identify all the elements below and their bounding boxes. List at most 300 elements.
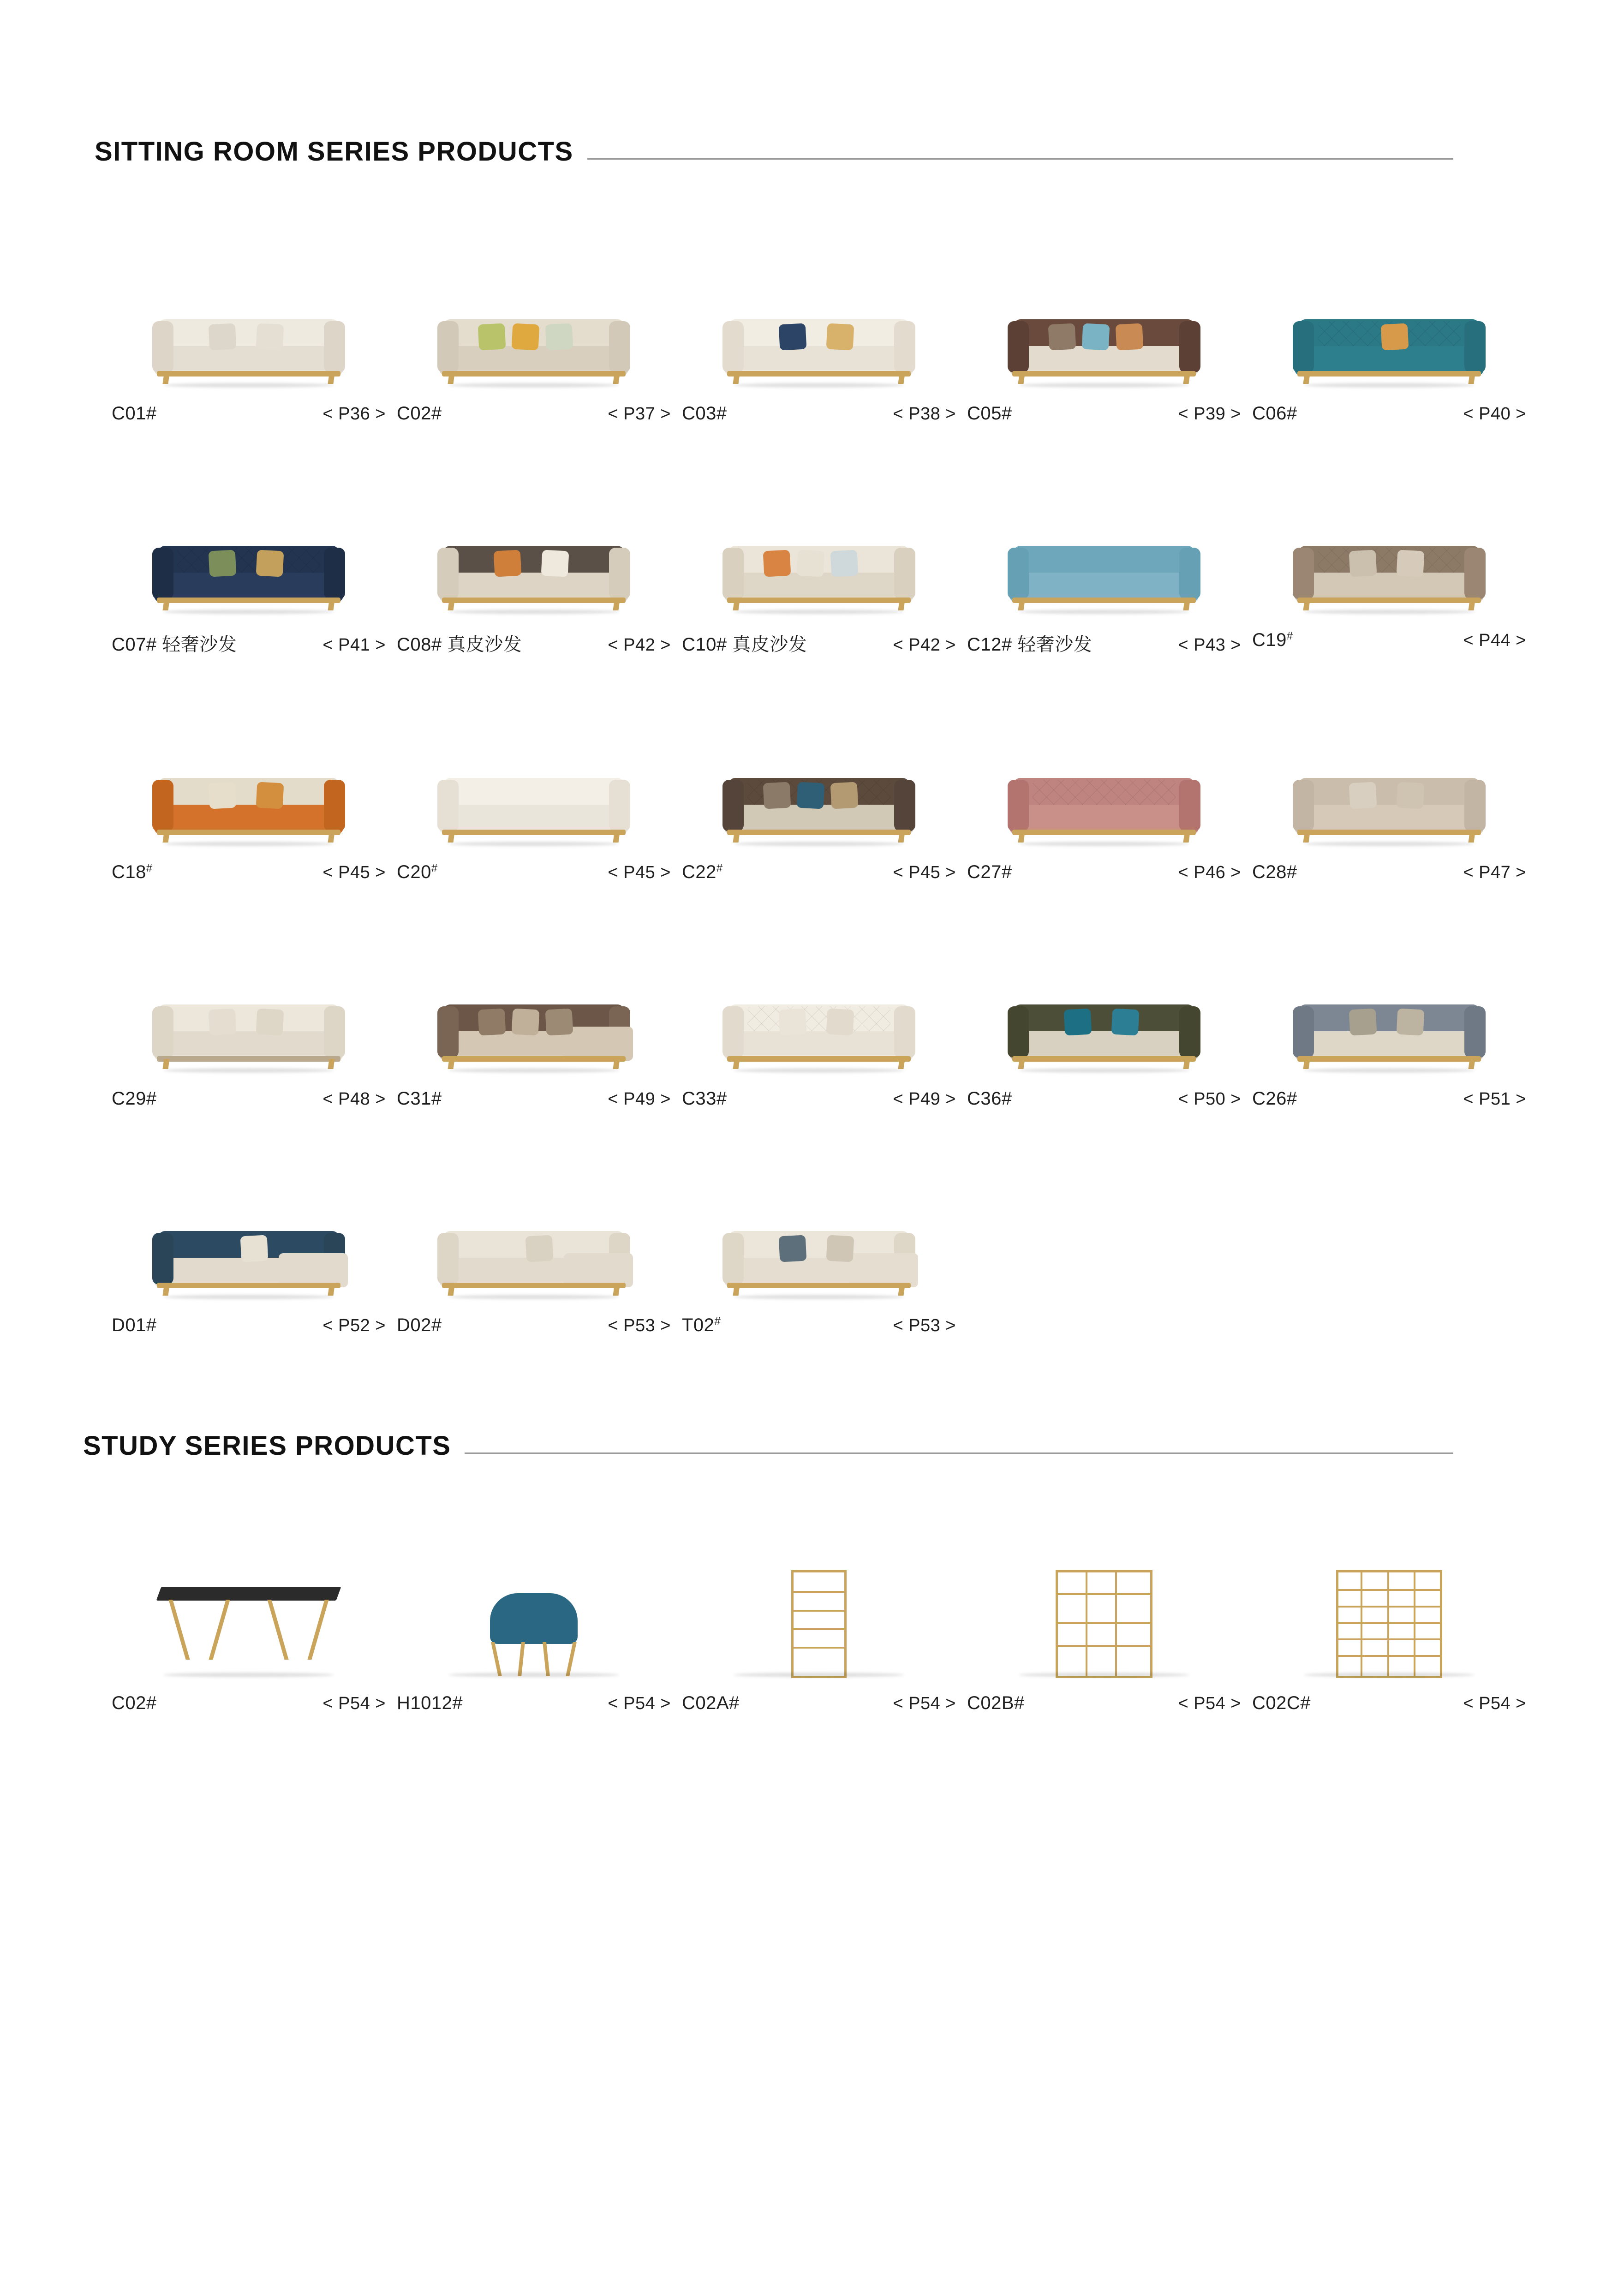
sofa-arm-right [1179, 321, 1200, 373]
cushion [209, 550, 237, 577]
cushion [256, 1009, 284, 1036]
product-card[interactable] [391, 1542, 676, 1714]
chair-legs [495, 1642, 573, 1676]
product-page-reference[interactable]: < P36 > [322, 404, 386, 424]
section-study [0, 1433, 1624, 1714]
shelf-board [1338, 1638, 1440, 1640]
drop-shadow [1304, 842, 1475, 846]
sofa-chaise [564, 1027, 633, 1061]
cushion [763, 550, 791, 577]
cushion [779, 1235, 807, 1262]
product-card[interactable] [1247, 1542, 1532, 1714]
product-caption [1252, 1681, 1526, 1714]
sofa-legs [161, 374, 337, 384]
sofa-arm-right [1464, 1006, 1486, 1058]
product-thumbnail[interactable] [1252, 1542, 1526, 1681]
product-card[interactable] [106, 1542, 391, 1714]
product-card[interactable] [1247, 253, 1532, 424]
product-image [1290, 762, 1488, 850]
sofa-arm-left [1008, 780, 1029, 831]
product-image [720, 762, 918, 850]
sofa-legs [1016, 374, 1192, 384]
product-caption [112, 1076, 386, 1109]
product-code-superscript: # [146, 862, 153, 874]
product-thumbnail[interactable] [1252, 938, 1526, 1076]
product-code: D02# [397, 1315, 442, 1335]
cushion [256, 782, 284, 809]
sofa-chaise [564, 1253, 633, 1287]
drop-shadow [163, 610, 334, 614]
cushion [209, 1009, 237, 1036]
product-card[interactable] [391, 711, 676, 883]
product-caption [112, 391, 386, 424]
drop-shadow [448, 1673, 619, 1677]
product-page-reference[interactable]: < P42 > [893, 635, 956, 655]
cushion [209, 782, 237, 809]
shelf-board [1058, 1593, 1150, 1595]
sofa-arm-left [437, 1006, 459, 1058]
product-image [149, 1215, 348, 1303]
product-page-reference[interactable]: < P43 > [1178, 635, 1241, 655]
product-thumbnail[interactable] [397, 938, 671, 1076]
sofa-arm-right [609, 321, 630, 373]
product-code: C33# [682, 1088, 727, 1109]
product-page-reference[interactable]: < P48 > [322, 1089, 386, 1109]
product-code: C10# 真皮沙发 [682, 634, 807, 655]
product-code: C02B# [967, 1693, 1025, 1713]
product-caption [397, 618, 671, 656]
cushion [511, 1009, 539, 1036]
cushion [796, 550, 824, 577]
drop-shadow [734, 1295, 904, 1299]
product-code: C18 [112, 862, 146, 882]
cushion [1397, 1009, 1425, 1036]
product-code: T02 [682, 1315, 715, 1335]
cushion [1111, 1009, 1140, 1036]
cushion [763, 782, 791, 809]
product-thumbnail[interactable] [112, 1542, 386, 1681]
product-code: C27# [967, 862, 1012, 882]
cushion [1397, 550, 1425, 577]
product-page-reference[interactable]: < P54 > [1178, 1694, 1241, 1713]
sofa-legs [731, 1285, 907, 1296]
product-thumbnail[interactable] [682, 1165, 956, 1303]
product-card[interactable] [106, 711, 391, 883]
product-card[interactable] [391, 938, 676, 1109]
product-code: C28# [1252, 862, 1297, 882]
product-image [149, 530, 348, 618]
cushion [1349, 1009, 1377, 1036]
sofa-arm-right [324, 1006, 345, 1058]
desk-top [156, 1587, 341, 1601]
sofa-arm-right [894, 321, 915, 373]
sofa-arm-left [437, 548, 459, 599]
product-thumbnail[interactable] [682, 1542, 956, 1681]
product-thumbnail[interactable] [397, 479, 671, 618]
sofa-arm-right [609, 780, 630, 831]
sofa-arm-left [1293, 780, 1314, 831]
section-title: SITTING ROOM SERIES PRODUCTS [95, 137, 573, 167]
drop-shadow [163, 842, 334, 846]
cushion [779, 323, 807, 351]
product-caption [112, 1681, 386, 1714]
product-caption [397, 1681, 671, 1714]
sofa-legs [1301, 374, 1477, 384]
product-thumbnail[interactable] [397, 253, 671, 391]
sofa-arm-right [1464, 321, 1486, 373]
product-thumbnail[interactable] [1252, 479, 1526, 618]
shelf-board [794, 1610, 844, 1612]
product-thumbnail[interactable] [967, 479, 1241, 618]
product-code: C02# [112, 1693, 157, 1713]
product-card[interactable] [106, 1165, 391, 1336]
product-code-superscript: # [431, 862, 438, 874]
product-card[interactable] [1247, 938, 1532, 1109]
product-card[interactable] [106, 938, 391, 1109]
sofa-legs [1016, 1059, 1192, 1069]
product-thumbnail[interactable] [682, 479, 956, 618]
shelf-divider [1115, 1572, 1117, 1676]
sofa-arm-right [1179, 780, 1200, 831]
product-card[interactable] [961, 479, 1247, 656]
product-thumbnail[interactable] [967, 711, 1241, 850]
sofa-seat [165, 346, 332, 370]
product-card[interactable] [961, 1542, 1247, 1714]
product-code-superscript: # [1286, 630, 1293, 642]
sofa-legs [731, 600, 907, 610]
product-thumbnail[interactable] [397, 1542, 671, 1681]
product-caption [112, 850, 386, 883]
cushion [256, 323, 284, 351]
product-image [720, 989, 918, 1076]
product-code: D01# [112, 1315, 157, 1335]
cushion [545, 323, 573, 351]
product-page-reference[interactable]: < P47 > [1463, 863, 1526, 882]
product-page-reference[interactable]: < P39 > [1178, 404, 1241, 424]
sofa-seat [450, 573, 617, 597]
drop-shadow [1019, 383, 1189, 388]
product-card[interactable] [676, 1542, 961, 1714]
product-card[interactable] [676, 938, 961, 1109]
section-header-study [0, 1433, 1624, 1459]
sofa-seat [735, 346, 902, 370]
product-caption [397, 1303, 671, 1336]
sofa-legs [446, 1059, 622, 1069]
cushion [478, 323, 506, 351]
product-card[interactable] [961, 253, 1247, 424]
shelf-divider [1361, 1572, 1362, 1676]
product-page-reference[interactable]: < P52 > [322, 1316, 386, 1335]
product-thumbnail[interactable] [112, 1165, 386, 1303]
section-header-sitting-room [0, 138, 1624, 165]
product-image [1290, 304, 1488, 391]
drop-shadow [1019, 1673, 1189, 1677]
drop-shadow [448, 1068, 619, 1073]
cushion [1064, 1009, 1092, 1036]
product-code: C02# [397, 403, 442, 424]
product-page-reference[interactable]: < P51 > [1463, 1089, 1526, 1109]
product-caption [397, 391, 671, 424]
shelf-divider [1414, 1572, 1415, 1676]
product-page-reference[interactable]: < P44 > [1463, 631, 1526, 650]
cushion [1349, 782, 1377, 809]
product-thumbnail[interactable] [397, 1165, 671, 1303]
drop-shadow [163, 1068, 334, 1073]
drop-shadow [163, 1295, 334, 1299]
cushion [494, 550, 522, 577]
product-page-reference[interactable]: < P45 > [322, 863, 386, 882]
product-image [149, 304, 348, 391]
product-code: C06# [1252, 403, 1297, 424]
product-page-reference[interactable]: < P38 > [893, 404, 956, 424]
product-card[interactable] [676, 479, 961, 656]
sofa-arm-left [152, 780, 173, 831]
product-card[interactable] [391, 253, 676, 424]
product-code: C19 [1252, 630, 1287, 650]
drop-shadow [1304, 383, 1475, 388]
chair-seat [490, 1593, 578, 1644]
product-image [149, 762, 348, 850]
shelf-board [794, 1647, 844, 1649]
product-card[interactable] [961, 711, 1247, 883]
product-caption [397, 1076, 671, 1109]
sofa-legs [161, 832, 337, 843]
product-caption [967, 391, 1241, 424]
product-code: C36# [967, 1088, 1012, 1109]
sofa-arm-right [894, 1006, 915, 1058]
sofa-seat [1306, 1031, 1473, 1055]
product-image [1005, 1566, 1203, 1681]
shelf-board [1058, 1645, 1150, 1647]
product-page-reference[interactable]: < P37 > [608, 404, 671, 424]
product-page-reference[interactable]: < P54 > [893, 1694, 956, 1713]
product-image [720, 1566, 918, 1681]
sofa-arm-right [1179, 1006, 1200, 1058]
cushion [830, 782, 858, 809]
drop-shadow [163, 1673, 334, 1677]
product-page-reference[interactable]: < P53 > [608, 1316, 671, 1335]
cushion [796, 782, 824, 809]
product-code: C22 [682, 862, 716, 882]
sofa-arm-right [894, 548, 915, 599]
product-thumbnail[interactable] [112, 253, 386, 391]
product-thumbnail[interactable] [112, 479, 386, 618]
drop-shadow [1304, 610, 1475, 614]
product-thumbnail[interactable] [682, 938, 956, 1076]
sofa-arm-right [1464, 780, 1486, 831]
product-thumbnail[interactable] [1252, 711, 1526, 850]
drop-shadow [1019, 842, 1189, 846]
sofa-seat [165, 805, 332, 829]
cushion [826, 1235, 854, 1262]
product-code: C31# [397, 1088, 442, 1109]
cushion [1349, 550, 1377, 577]
sofa-arm-left [152, 1006, 173, 1058]
section-title: STUDY SERIES PRODUCTS [83, 1431, 451, 1461]
product-code: C02A# [682, 1693, 740, 1713]
product-card[interactable] [676, 711, 961, 883]
shelf-board [794, 1591, 844, 1593]
shelf-board [1338, 1589, 1440, 1591]
product-caption [967, 1076, 1241, 1109]
product-code: C03# [682, 403, 727, 424]
product-image [1290, 530, 1488, 618]
product-caption [112, 1303, 386, 1336]
shelf-frame [1336, 1570, 1442, 1678]
product-caption [967, 618, 1241, 656]
product-caption [1252, 391, 1526, 424]
product-caption [682, 391, 956, 424]
shelf-divider [1387, 1572, 1389, 1676]
sofa-arm-left [152, 1233, 173, 1285]
product-code: C26# [1252, 1088, 1297, 1109]
product-page-reference[interactable]: < P49 > [608, 1089, 671, 1109]
product-card[interactable] [961, 938, 1247, 1109]
cushion [511, 323, 539, 351]
product-page-reference[interactable]: < P42 > [608, 635, 671, 655]
product-page-reference[interactable]: < P53 > [893, 1316, 956, 1335]
product-card[interactable] [106, 479, 391, 656]
product-page-reference[interactable]: < P49 > [893, 1089, 956, 1109]
product-thumbnail[interactable] [1252, 253, 1526, 391]
sofa-legs [1016, 832, 1192, 843]
product-image [1005, 304, 1203, 391]
product-code: C08# 真皮沙发 [397, 634, 522, 655]
product-thumbnail[interactable] [967, 253, 1241, 391]
sofa-arm-left [722, 548, 744, 599]
sofa-chaise [279, 1253, 348, 1287]
drop-shadow [448, 1295, 619, 1299]
product-code-superscript: # [716, 862, 723, 874]
sofa-legs [1301, 832, 1477, 843]
product-image [1290, 1566, 1488, 1681]
sofa-arm-right [1179, 548, 1200, 599]
drop-shadow [734, 383, 904, 388]
drop-shadow [1304, 1068, 1475, 1073]
product-grid-sitting-room [0, 253, 1624, 1336]
product-thumbnail[interactable] [397, 711, 671, 850]
product-page-reference[interactable]: < P40 > [1463, 404, 1526, 424]
sofa-arm-left [722, 1006, 744, 1058]
drop-shadow [734, 1673, 904, 1677]
product-code: C05# [967, 403, 1012, 424]
cushion [826, 323, 854, 351]
sofa-arm-left [722, 1233, 744, 1285]
product-caption [682, 1681, 956, 1714]
product-thumbnail[interactable] [967, 1542, 1241, 1681]
product-page-reference[interactable]: < P54 > [608, 1694, 671, 1713]
sofa-arm-left [437, 321, 459, 373]
sofa-seat [1306, 805, 1473, 829]
drop-shadow [1019, 610, 1189, 614]
product-card[interactable] [1247, 711, 1532, 883]
product-page-reference[interactable]: < P45 > [608, 863, 671, 882]
sofa-arm-right [609, 548, 630, 599]
sofa-arm-left [437, 780, 459, 831]
product-page-reference[interactable]: < P54 > [322, 1694, 386, 1713]
product-code-superscript: # [714, 1315, 721, 1327]
product-page-reference[interactable]: < P45 > [893, 863, 956, 882]
sofa-legs [161, 1059, 337, 1069]
sofa-seat [165, 573, 332, 597]
sofa-arm-right [324, 780, 345, 831]
product-page-reference[interactable]: < P54 > [1463, 1694, 1526, 1713]
product-image [720, 304, 918, 391]
sofa-legs [446, 374, 622, 384]
desk-legs [177, 1600, 320, 1660]
product-card[interactable] [676, 1165, 961, 1336]
product-image [1290, 989, 1488, 1076]
product-page-reference[interactable]: < P50 > [1178, 1089, 1241, 1109]
product-caption [682, 850, 956, 883]
sofa-arm-left [1293, 548, 1314, 599]
sofa-arm-left [722, 780, 744, 831]
product-thumbnail[interactable] [112, 711, 386, 850]
product-thumbnail[interactable] [682, 253, 956, 391]
sofa-arm-left [1008, 321, 1029, 373]
product-card[interactable] [106, 253, 391, 424]
product-thumbnail[interactable] [112, 938, 386, 1076]
product-page-reference[interactable]: < P41 > [322, 635, 386, 655]
sofa-legs [161, 1285, 337, 1296]
sofa-seat [1021, 805, 1188, 829]
product-caption [682, 1076, 956, 1109]
shelf-board [1058, 1622, 1150, 1624]
product-code: C01# [112, 403, 157, 424]
section-sitting-room [0, 138, 1624, 1336]
product-card[interactable] [391, 1165, 676, 1336]
product-image [435, 1566, 633, 1681]
sofa-seat [450, 805, 617, 829]
product-image [1005, 762, 1203, 850]
product-caption [1252, 618, 1526, 651]
product-card[interactable] [1247, 479, 1532, 656]
shelf-board [1338, 1622, 1440, 1624]
drop-shadow [734, 1068, 904, 1073]
product-caption [682, 618, 956, 656]
product-caption [967, 850, 1241, 883]
drop-shadow [448, 842, 619, 846]
sofa-arm-right [324, 321, 345, 373]
cushion [209, 323, 237, 351]
product-thumbnail[interactable] [967, 938, 1241, 1076]
product-caption [112, 618, 386, 656]
product-image [720, 1215, 918, 1303]
sofa-legs [1301, 1059, 1477, 1069]
drop-shadow [163, 383, 334, 388]
product-code: C02C# [1252, 1693, 1311, 1713]
product-thumbnail[interactable] [682, 711, 956, 850]
product-image [149, 989, 348, 1076]
sofa-legs [161, 600, 337, 610]
sofa-seat [1021, 1031, 1188, 1055]
product-page-reference[interactable]: < P46 > [1178, 863, 1241, 882]
product-image [435, 530, 633, 618]
shelf-divider [1086, 1572, 1087, 1676]
product-image [435, 989, 633, 1076]
cushion [1115, 323, 1143, 351]
product-image [1005, 530, 1203, 618]
shelf-frame [791, 1570, 847, 1678]
product-card[interactable] [676, 253, 961, 424]
sofa-seat [1306, 573, 1473, 597]
product-card[interactable] [391, 479, 676, 656]
product-image [720, 530, 918, 618]
cushion [826, 1009, 854, 1036]
cushion [779, 1009, 807, 1036]
sofa-arm-left [437, 1233, 459, 1285]
sofa-legs [446, 1285, 622, 1296]
